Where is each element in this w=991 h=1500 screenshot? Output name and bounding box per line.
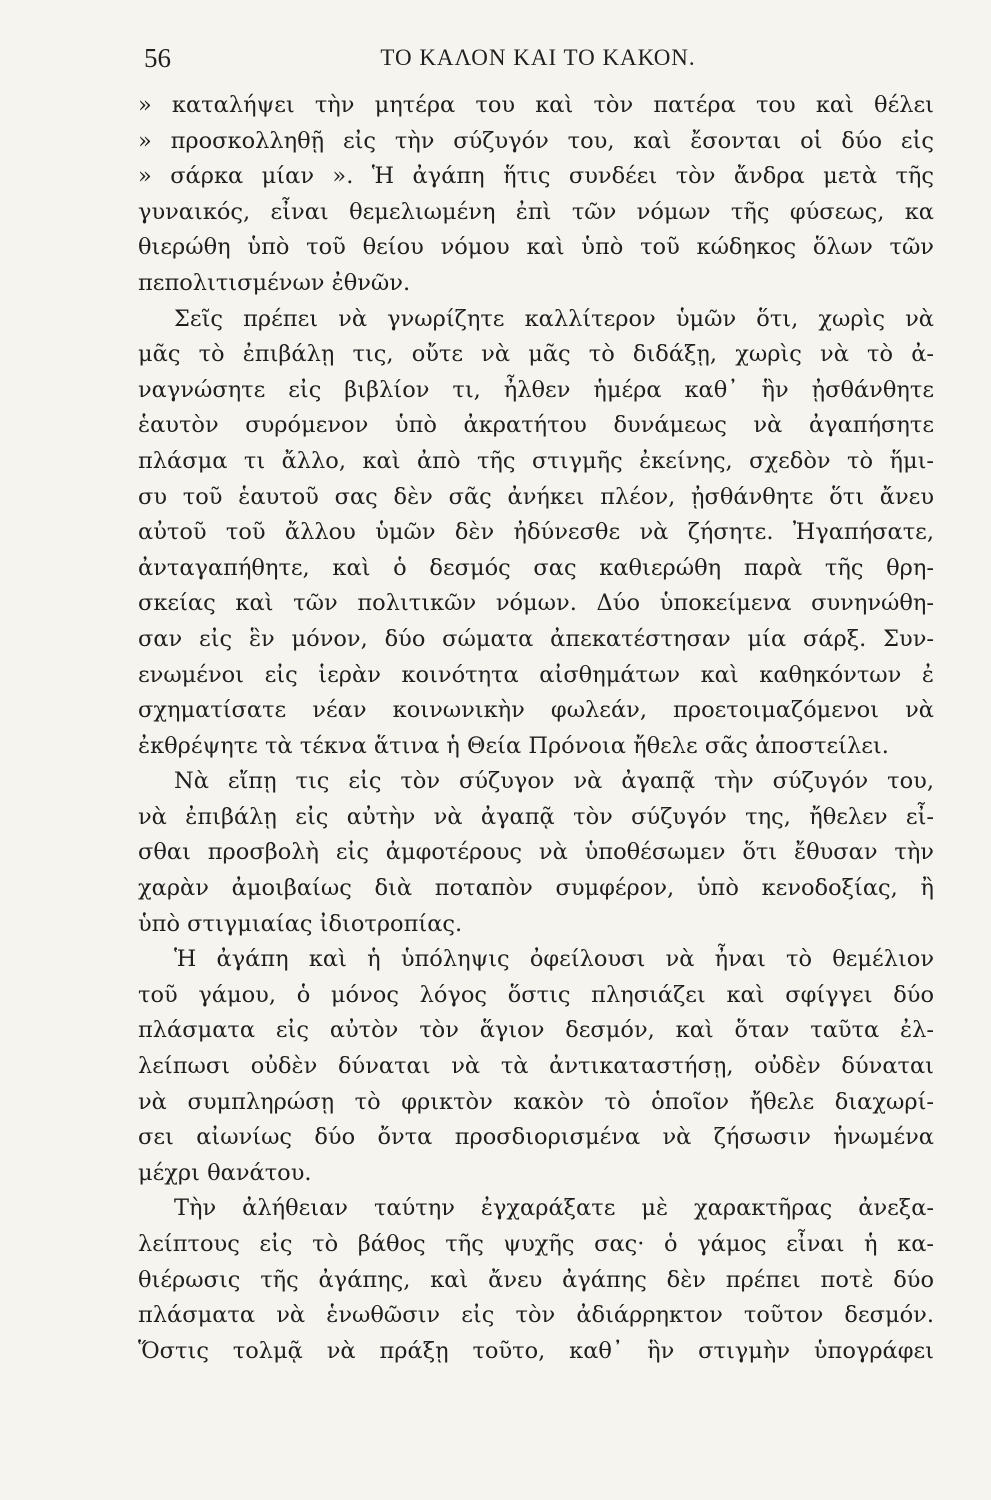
text-line: σαν εἰς ἓν μόνον, δύο σώματα ἀπεκατέστησαν μία σάρξ. Συν-	[138, 625, 934, 652]
text-line: Τὴν ἀλήθειαν ταύτην ἐγχαράξατε μὲ χαρακτῆρας ἀνεξα-	[174, 1195, 934, 1222]
text-line: ἐκθρέψητε τὰ τέκνα ἅτινα ἡ Θεία Πρόνοια ἤθελε σᾶς ἀποστείλει.	[138, 732, 889, 759]
page-header	[138, 38, 938, 78]
text-line: ἑαυτὸν συρόμενον ὑπὸ ἀκρατήτου δυνάμεως νὰ ἀγαπήσητε	[138, 412, 934, 439]
text-line: » καταλήψει τὴν μητέρα του καὶ τὸν πατέρα του καὶ θέλει	[138, 92, 934, 118]
text-line: θιέρωσις τῆς ἀγάπης, καὶ ἄνευ ἀγάπης δὲν πρέπει ποτὲ δύο	[138, 1266, 934, 1293]
text-line: ἀνταγαπήθητε, καὶ ὁ δεσμός σας καθιερώθη παρὰ τῆς θρη-	[138, 554, 934, 581]
text-line: σχηματίσατε νέαν κοινωνικὴν φωλεάν, προετοιμαζόμενοι νὰ	[138, 697, 934, 724]
text-line: Νὰ εἴπῃ τις εἰς τὸν σύζυγον νὰ ἀγαπᾷ τὴν σύζυγόν του,	[174, 768, 934, 795]
text-line: λείπτους εἰς τὸ βάθος τῆς ψυχῆς σας· ὁ γάμος εἶναι ἡ κα-	[138, 1231, 934, 1257]
text-line: σθαι προσβολὴ εἰς ἀμφοτέρους νὰ ὑποθέσωμεν ὅτι ἔθυσαν τὴν	[138, 839, 934, 866]
text-line: μᾶς τὸ ἐπιβάλῃ τις, οὔτε νὰ μᾶς τὸ διδάξῃ, χωρὶς νὰ τὸ ἀ-	[138, 341, 934, 368]
text-line: νὰ ἐπιβάλῃ εἰς αὐτὴν νὰ ἀγαπᾷ τὸν σύζυγόν της, ἤθελεν εἶ-	[138, 803, 934, 830]
text-line: αὐτοῦ τοῦ ἄλλου ὑμῶν δὲν ἠδύνεσθε νὰ ζήσητε. Ἠγαπήσατε,	[138, 519, 934, 546]
text-line: ὑπὸ στιγμιαίας ἰδιοτροπίας.	[138, 910, 463, 937]
text-line: Ἡ ἀγάπη καὶ ἡ ὑπόληψις ὀφείλουσι νὰ ἦναι τὸ θεμέλιον	[174, 946, 934, 973]
text-line: πλάσμα τι ἄλλο, καὶ ἀπὸ τῆς στιγμῆς ἐκείνης, σχεδὸν τὸ ἥμι-	[138, 447, 934, 474]
text-line: μέχρι θανάτου.	[138, 1159, 312, 1186]
text-line: πλάσματα εἰς αὐτὸν τὸν ἅγιον δεσμόν, καὶ ὅταν ταῦτα ἐλ-	[138, 1017, 934, 1044]
text-line: » προσκολληθῇ εἰς τὴν σύζυγόν του, καὶ ἔσονται οἱ δύο εἰς	[138, 127, 934, 154]
text-line: Ὅστις τολμᾷ νὰ πράξῃ τοῦτο, καθ᾽ ἣν στιγμὴν ὑπογράφει	[138, 1337, 934, 1364]
text-line: νὰ συμπληρώσῃ τὸ φρικτὸν κακὸν τὸ ὁποῖον ἤθελε διαχωρί-	[138, 1088, 934, 1115]
text-line: σκείας καὶ τῶν πολιτικῶν νόμων. Δύο ὑποκείμενα συνηνώθη-	[138, 590, 934, 617]
text-line: σει αἰωνίως δύο ὄντα προσδιορισμένα νὰ ζήσωσιν ἡνωμένα	[138, 1124, 934, 1151]
text-line: λείπωσι οὐδὲν δύναται νὰ τὰ ἀντικαταστήσῃ, οὐδὲν δύναται	[138, 1053, 934, 1080]
text-line: Σεῖς πρέπει νὰ γνωρίζητε καλλίτερον ὑμῶν ὅτι, χωρὶς νὰ	[174, 305, 934, 332]
body-text	[138, 88, 934, 1369]
text-line: γυναικός, εἶναι θεμελιωμένη ἐπὶ τῶν νόμων τῆς φύσεως, κα	[138, 198, 934, 225]
text-line: τοῦ γάμου, ὁ μόνος λόγος ὅστις πλησιάζει καὶ σφίγγει δύο	[138, 981, 934, 1008]
text-line: ναγνώσητε εἰς βιβλίον τι, ἦλθεν ἡμέρα καθ᾽ ἣν ᾐσθάνθητε	[138, 376, 934, 403]
text-line: » σάρκα μίαν ». Ἡ ἀγάπη ἥτις συνδέει τὸν ἄνδρα μετὰ τῆς	[138, 163, 934, 190]
text-line: πεπολιτισμένων ἐθνῶν.	[138, 269, 411, 296]
text-line: θιερώθη ὑπὸ τοῦ θείου νόμου καὶ ὑπὸ τοῦ κώδηκος ὅλων τῶν	[138, 234, 934, 261]
running-title: ΤΟ ΚΑΛΟΝ ΚΑΙ ΤΟ ΚΑΚΟΝ.	[380, 45, 696, 70]
page-number: 56	[144, 43, 171, 73]
text-line: χαρὰν ἀμοιβαίως διὰ ποταπὸν συμφέρον, ὑπὸ κενοδοξίας, ἢ	[138, 875, 934, 902]
text-line: ενωμένοι εἰς ἱερὰν κοινότητα αἰσθημάτων καὶ καθηκόντων ἐ	[138, 661, 934, 688]
text-line: πλάσματα νὰ ἑνωθῶσιν εἰς τὸν ἀδιάρρηκτον τοῦτον δεσμόν.	[138, 1302, 934, 1329]
text-line: συ τοῦ ἑαυτοῦ σας δὲν σᾶς ἀνήκει πλέον, ᾐσθάνθητε ὅτι ἄνευ	[138, 483, 934, 510]
